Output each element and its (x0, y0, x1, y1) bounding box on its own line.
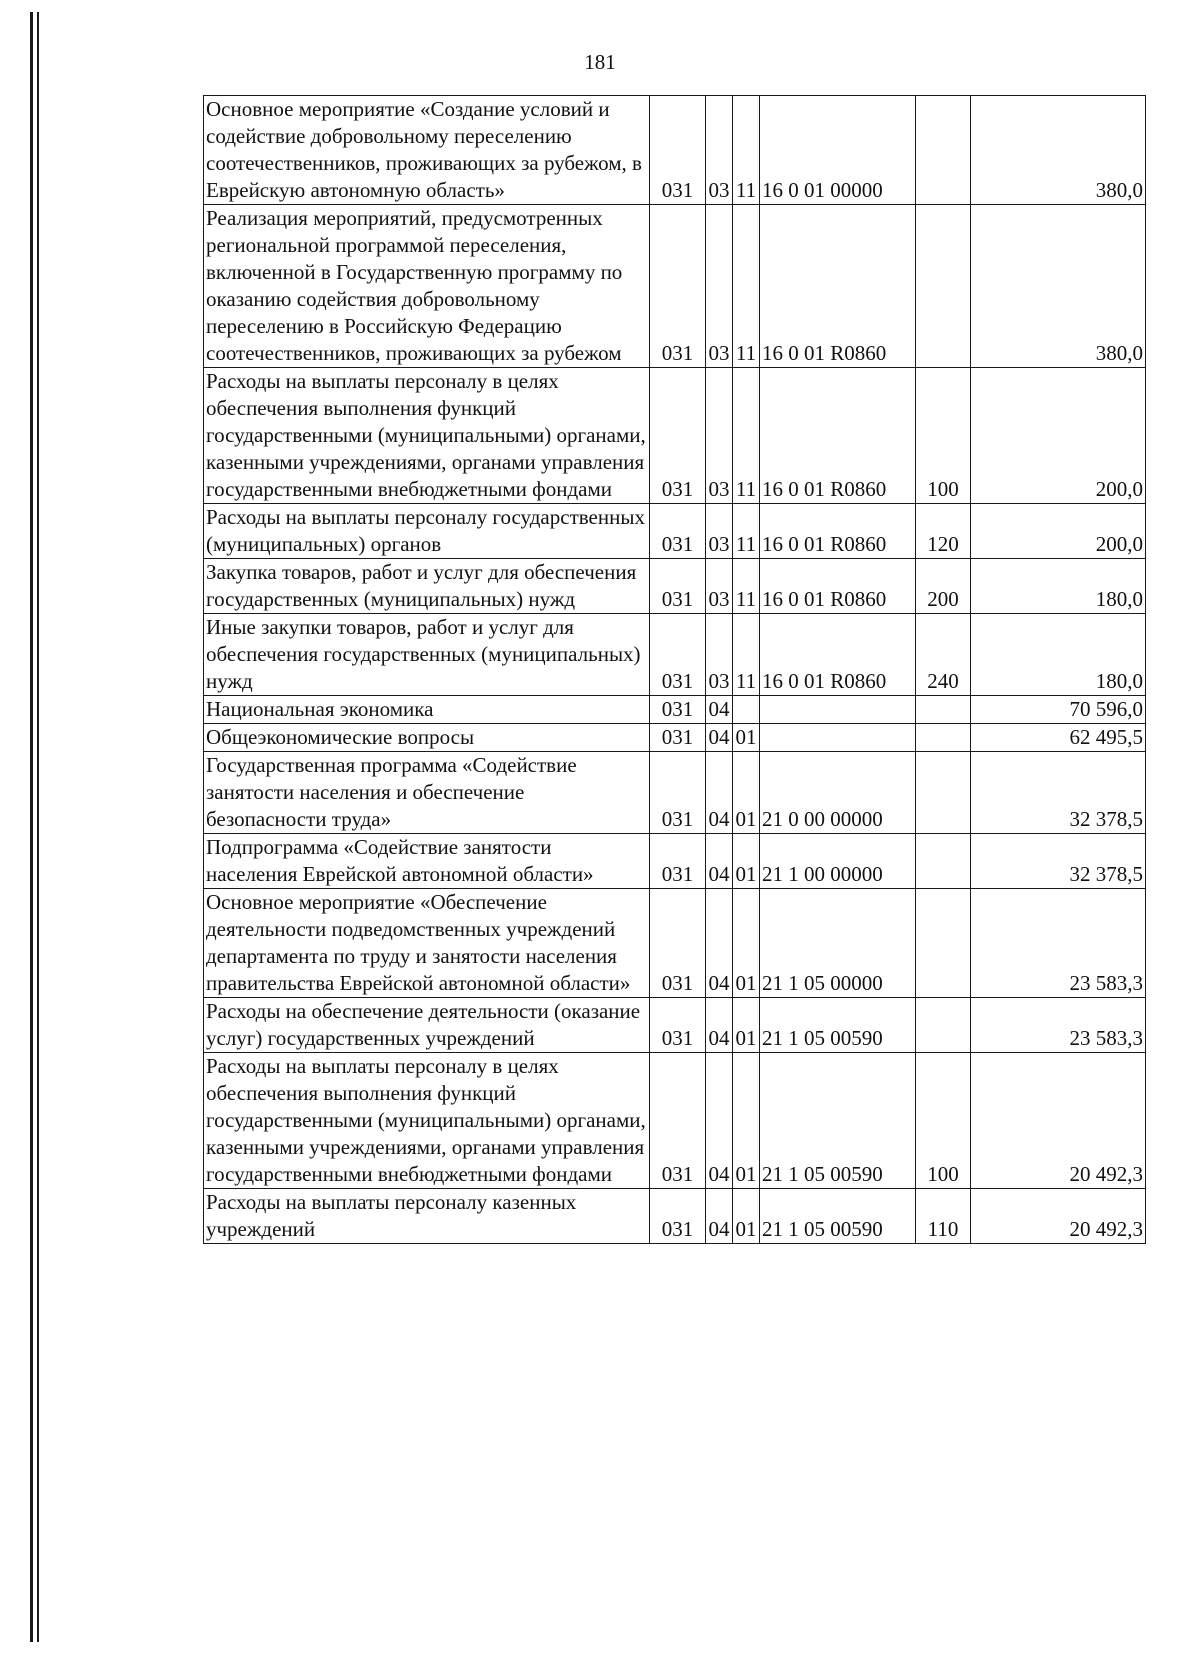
row-ved-code: 031 (650, 696, 706, 724)
table-row (204, 96, 1146, 205)
row-name: Общеэкономические вопросы (204, 724, 650, 752)
table-row (204, 559, 1146, 614)
row-ved-code: 031 (650, 205, 706, 368)
row-expense-type-code (916, 724, 971, 752)
row-ved-code: 031 (650, 1189, 706, 1244)
row-ved-code: 031 (650, 724, 706, 752)
row-expense-type-code: 200 (916, 559, 971, 614)
row-expense-type-code (916, 834, 971, 889)
row-target-article-code: 16 0 01 R0860 (760, 368, 916, 504)
row-expense-type-code (916, 696, 971, 724)
table-row (204, 696, 1146, 724)
row-ved-code: 031 (650, 368, 706, 504)
row-target-article-code: 16 0 01 R0860 (760, 205, 916, 368)
row-section-code: 04 (706, 998, 733, 1053)
row-expense-type-code (916, 205, 971, 368)
row-name: Подпрограмма «Содействие занятости населения Еврейской автономной области» (204, 834, 650, 889)
row-subsection-code: 01 (733, 834, 760, 889)
row-subsection-code: 01 (733, 752, 760, 834)
table-row (204, 1053, 1146, 1189)
row-target-article-code (760, 724, 916, 752)
row-target-article-code: 21 1 00 00000 (760, 834, 916, 889)
row-subsection-code: 01 (733, 1053, 760, 1189)
row-target-article-code: 16 0 01 00000 (760, 96, 916, 205)
row-section-code: 04 (706, 724, 733, 752)
budget-table-body (204, 96, 1146, 1244)
row-target-article-code: 16 0 01 R0860 (760, 504, 916, 559)
row-target-article-code: 21 1 05 00590 (760, 1053, 916, 1189)
row-name: Расходы на выплаты персоналу в целях обеспечения выполнения функций государственными (муниципальными) органами, казенными учреждениями, органами управления государственными внебюджетными фондами (204, 1053, 650, 1189)
row-amount: 200,0 (971, 368, 1146, 504)
table-row (204, 504, 1146, 559)
row-section-code: 03 (706, 205, 733, 368)
row-subsection-code: 01 (733, 889, 760, 998)
row-target-article-code: 21 1 05 00000 (760, 889, 916, 998)
table-row (204, 889, 1146, 998)
row-amount: 380,0 (971, 96, 1146, 205)
row-target-article-code: 21 1 05 00590 (760, 1189, 916, 1244)
page-number: 181 (584, 50, 616, 74)
row-name: Реализация мероприятий, предусмотренных региональной программой переселения, включенной в Государственную программу по оказанию содействия добровольному переселению в Российскую Федерацию соотечественников, проживающих за рубежом (204, 205, 650, 368)
row-expense-type-code (916, 889, 971, 998)
row-ved-code: 031 (650, 889, 706, 998)
row-name: Расходы на выплаты персоналу государственных (муниципальных) органов (204, 504, 650, 559)
row-section-code: 04 (706, 752, 733, 834)
row-subsection-code: 11 (733, 559, 760, 614)
table-row (204, 724, 1146, 752)
row-amount: 23 583,3 (971, 889, 1146, 998)
row-ved-code: 031 (650, 96, 706, 205)
row-amount: 70 596,0 (971, 696, 1146, 724)
row-name: Государственная программа «Содействие занятости населения и обеспечение безопасности труда» (204, 752, 650, 834)
row-subsection-code: 11 (733, 614, 760, 696)
row-amount: 180,0 (971, 614, 1146, 696)
row-ved-code: 031 (650, 559, 706, 614)
row-ved-code: 031 (650, 1053, 706, 1189)
row-name: Закупка товаров, работ и услуг для обеспечения государственных (муниципальных) нужд (204, 559, 650, 614)
row-expense-type-code (916, 998, 971, 1053)
row-subsection-code: 11 (733, 504, 760, 559)
row-expense-type-code (916, 752, 971, 834)
row-amount: 32 378,5 (971, 752, 1146, 834)
row-section-code: 04 (706, 834, 733, 889)
row-section-code: 04 (706, 696, 733, 724)
row-amount: 62 495,5 (971, 724, 1146, 752)
table-row (204, 1189, 1146, 1244)
row-ved-code: 031 (650, 752, 706, 834)
row-amount: 20 492,3 (971, 1053, 1146, 1189)
row-target-article-code (760, 696, 916, 724)
row-section-code: 03 (706, 614, 733, 696)
row-amount: 20 492,3 (971, 1189, 1146, 1244)
table-row (204, 205, 1146, 368)
table-row (204, 752, 1146, 834)
row-subsection-code: 01 (733, 998, 760, 1053)
row-target-article-code: 16 0 01 R0860 (760, 559, 916, 614)
row-name: Расходы на обеспечение деятельности (оказание услуг) государственных учреждений (204, 998, 650, 1053)
row-section-code: 03 (706, 96, 733, 205)
row-amount: 32 378,5 (971, 834, 1146, 889)
row-subsection-code: 11 (733, 205, 760, 368)
row-expense-type-code: 100 (916, 368, 971, 504)
row-ved-code: 031 (650, 834, 706, 889)
row-name: Иные закупки товаров, работ и услуг для обеспечения государственных (муниципальных) нужд (204, 614, 650, 696)
row-name: Расходы на выплаты персоналу казенных учреждений (204, 1189, 650, 1244)
row-amount: 380,0 (971, 205, 1146, 368)
row-amount: 180,0 (971, 559, 1146, 614)
row-subsection-code: 01 (733, 1189, 760, 1244)
row-section-code: 04 (706, 1189, 733, 1244)
row-target-article-code: 21 1 05 00590 (760, 998, 916, 1053)
row-section-code: 03 (706, 559, 733, 614)
row-section-code: 03 (706, 504, 733, 559)
row-subsection-code: 11 (733, 368, 760, 504)
row-expense-type-code: 240 (916, 614, 971, 696)
row-ved-code: 031 (650, 998, 706, 1053)
scan-edge-line-inner (37, 12, 39, 1642)
row-name: Расходы на выплаты персоналу в целях обеспечения выполнения функций государственными (муниципальными) органами, казенными учреждениями, органами управления государственными внебюджетными фондами (204, 368, 650, 504)
row-subsection-code: 01 (733, 724, 760, 752)
row-section-code: 04 (706, 889, 733, 998)
row-expense-type-code: 120 (916, 504, 971, 559)
row-target-article-code: 21 0 00 00000 (760, 752, 916, 834)
table-row (204, 614, 1146, 696)
row-section-code: 04 (706, 1053, 733, 1189)
scan-edge-line (30, 12, 33, 1642)
row-expense-type-code: 110 (916, 1189, 971, 1244)
row-amount: 23 583,3 (971, 998, 1146, 1053)
table-row (204, 368, 1146, 504)
row-target-article-code: 16 0 01 R0860 (760, 614, 916, 696)
row-name: Основное мероприятие «Создание условий и содействие добровольному переселению соотечественников, проживающих за рубежом, в Еврейскую автономную область» (204, 96, 650, 205)
budget-table (203, 95, 1146, 1244)
row-name: Основное мероприятие «Обеспечение деятельности подведомственных учреждений департамента по труду и занятости населения правительства Еврейской автономной области» (204, 889, 650, 998)
row-amount: 200,0 (971, 504, 1146, 559)
row-subsection-code (733, 696, 760, 724)
row-subsection-code: 11 (733, 96, 760, 205)
row-ved-code: 031 (650, 504, 706, 559)
table-row (204, 998, 1146, 1053)
row-section-code: 03 (706, 368, 733, 504)
row-name: Национальная экономика (204, 696, 650, 724)
row-expense-type-code (916, 96, 971, 205)
row-ved-code: 031 (650, 614, 706, 696)
row-expense-type-code: 100 (916, 1053, 971, 1189)
table-row (204, 834, 1146, 889)
